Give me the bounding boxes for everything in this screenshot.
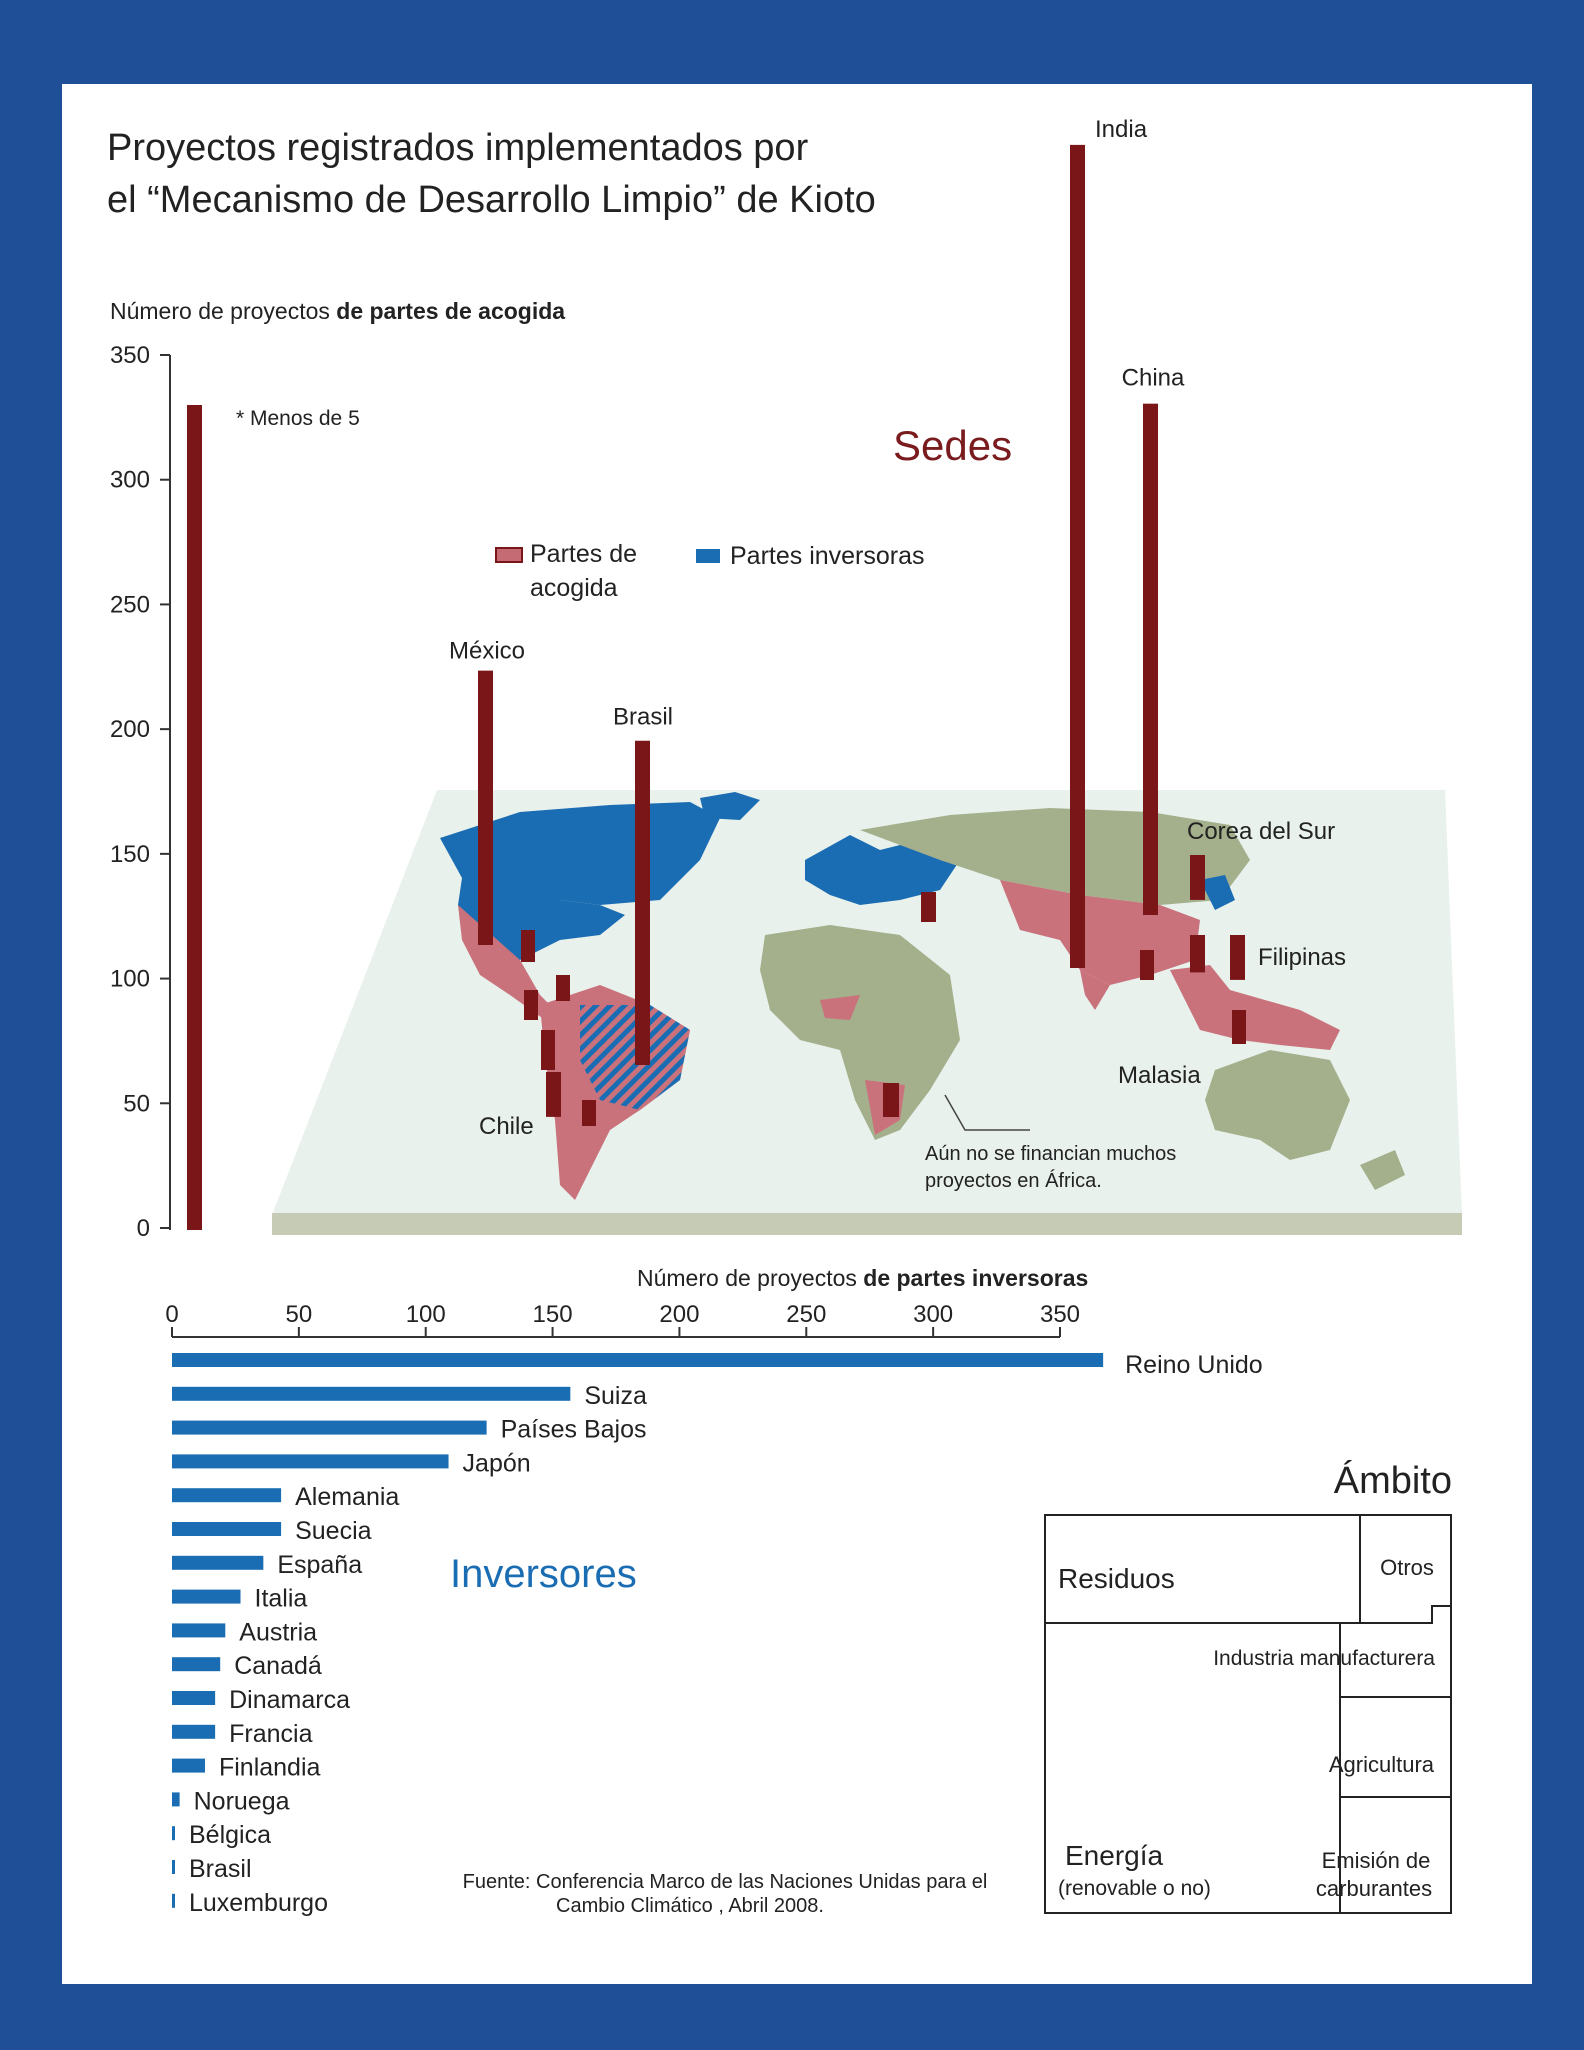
investor-bar: [172, 1556, 263, 1570]
investor-x-tick-label: 150: [532, 1301, 573, 1328]
host-bar: [1230, 935, 1245, 980]
investor-bar: [172, 1387, 570, 1401]
investor-bar-label: Italia: [254, 1584, 308, 1613]
ambito-energia-sub: (renovable o no): [1058, 1877, 1211, 1900]
host-bar: [1143, 404, 1158, 915]
host-bar-label: Corea del Sur: [1187, 818, 1336, 845]
investor-bars: [172, 1351, 1263, 1917]
sedes-title: Sedes: [893, 422, 1013, 469]
footnote: * Menos de 5: [236, 407, 360, 430]
investor-bar: [172, 1623, 225, 1637]
host-axis-label: Número de proyectos de partes de acogida: [110, 298, 566, 324]
legend-investor-swatch: [696, 549, 720, 563]
host-bar: [478, 671, 493, 945]
ambito-residuos: Residuos: [1058, 1563, 1175, 1594]
host-y-tick-label: 250: [109, 591, 150, 619]
investor-bar-label: Países Bajos: [500, 1415, 647, 1444]
host-bar-label: China: [1121, 364, 1185, 392]
ambito-agricultura: Agricultura: [1328, 1752, 1434, 1777]
footnote-bar: [187, 405, 202, 1230]
host-bar: [1190, 935, 1205, 972]
investor-x-ticks: [165, 1301, 1080, 1337]
host-y-ticks: [110, 342, 170, 1242]
investor-axis-label: Número de proyectos de partes inversoras: [637, 1265, 1089, 1291]
title-line-2: el “Mecanismo de Desarrollo Limpio” de Kioto: [107, 179, 876, 221]
legend-host-swatch: [496, 548, 522, 562]
map-small-bar: [541, 1030, 555, 1070]
africa-note-line-2: proyectos en África.: [925, 1170, 1102, 1192]
ambito-title: Ámbito: [1333, 1460, 1452, 1502]
host-bar-label: México: [448, 637, 526, 665]
host-bar: [635, 741, 650, 1065]
legend-host-label-1: Partes de: [530, 540, 638, 568]
host-bar: [1070, 145, 1085, 968]
host-y-tick-label: 350: [109, 342, 150, 369]
investor-x-tick-label: 200: [659, 1301, 700, 1328]
ambito-emision-1: Emisión de: [1321, 1848, 1431, 1873]
ambito-otros: Otros: [1380, 1555, 1434, 1580]
host-bar-label: India: [1095, 115, 1148, 143]
ambito-industria: Industria manufacturera: [1213, 1647, 1435, 1670]
investor-bar: [172, 1488, 281, 1502]
host-y-tick-label: 200: [109, 716, 150, 744]
investor-bar: [172, 1590, 241, 1604]
source-line-2: Cambio Climático , Abril 2008.: [556, 1895, 824, 1917]
host-y-tick-label: 150: [109, 840, 150, 868]
investor-bar-label: Bélgica: [189, 1821, 271, 1850]
map-small-bar: [921, 892, 936, 922]
map-small-bar: [1140, 950, 1154, 980]
host-bar: [1190, 855, 1205, 900]
investor-bar: [172, 1725, 215, 1739]
investor-bar-label: Finlandia: [218, 1753, 321, 1782]
investor-x-tick-label: 100: [405, 1301, 446, 1328]
investor-bar: [172, 1657, 220, 1671]
investor-bar: [172, 1894, 175, 1908]
ambito-emision-2: carburantes: [1315, 1876, 1433, 1901]
host-bar: [546, 1072, 561, 1117]
investor-bar: [172, 1826, 175, 1840]
investor-bar-label: Dinamarca: [229, 1686, 351, 1714]
world-map: [272, 790, 1462, 1235]
investor-bar: [172, 1691, 215, 1705]
investor-bar: [172, 1421, 487, 1435]
host-y-tick-label: 0: [136, 1215, 150, 1242]
investor-x-tick-label: 0: [165, 1301, 179, 1328]
investor-bar: [172, 1522, 281, 1536]
host-bar-label: Brasil: [612, 703, 674, 731]
title-line-1: Proyectos registrados implementados por: [107, 127, 809, 169]
investor-bar-label: Noruega: [193, 1787, 290, 1816]
host-y-tick-label: 100: [109, 965, 150, 993]
inversores-title: Inversores: [450, 1552, 637, 1596]
investor-x-tick-label: 250: [786, 1301, 827, 1328]
investor-bar: [172, 1792, 180, 1806]
host-y-tick-label: 300: [109, 466, 150, 494]
investor-bar-label: Reino Unido: [1125, 1351, 1263, 1379]
investor-bar: [172, 1454, 449, 1468]
investor-bar-label: Brasil: [189, 1855, 252, 1883]
map-small-bar: [1232, 1010, 1246, 1044]
investor-bar-label: Austria: [239, 1618, 318, 1647]
map-base: [272, 1213, 1462, 1235]
investor-bar: [172, 1860, 175, 1874]
legend: [496, 540, 925, 602]
host-bar-label: Malasia: [1118, 1062, 1201, 1089]
investor-bar-label: Suiza: [584, 1381, 647, 1410]
ambito-panel: [1045, 1459, 1452, 1913]
map-small-bar: [556, 975, 570, 1001]
investor-bar-label: Alemania: [295, 1483, 400, 1512]
investor-x-tick-label: 50: [285, 1301, 313, 1328]
investor-bar-label: España: [277, 1550, 363, 1579]
map-small-bar: [521, 930, 535, 962]
investor-bar: [172, 1759, 205, 1773]
legend-investor-label: Partes inversoras: [730, 542, 925, 570]
map-small-bar: [524, 990, 538, 1020]
africa-note-line-1: Aún no se financian muchos: [925, 1143, 1177, 1165]
investor-bar-label: Japón: [462, 1449, 531, 1478]
investor-bar: [172, 1353, 1103, 1367]
host-y-tick-label: 50: [123, 1090, 150, 1118]
source-line-1: Fuente: Conferencia Marco de las Naciones Unidas para el: [462, 1871, 988, 1893]
investor-bar-label: Canadá: [234, 1652, 322, 1681]
investor-x-tick-label: 300: [913, 1301, 954, 1328]
ambito-energia: Energía: [1065, 1840, 1164, 1871]
investor-bar-label: Luxemburgo: [189, 1888, 328, 1917]
host-bar-label: Filipinas: [1258, 944, 1347, 971]
investor-x-tick-label: 350: [1039, 1301, 1081, 1328]
investor-bar-label: Suecia: [295, 1517, 372, 1545]
map-small-bar: [582, 1100, 596, 1126]
host-bar-label: Chile: [479, 1113, 534, 1140]
investor-bar-label: Francia: [229, 1719, 313, 1748]
legend-host-label-2: acogida: [530, 574, 618, 602]
map-small-bar: [883, 1083, 899, 1117]
